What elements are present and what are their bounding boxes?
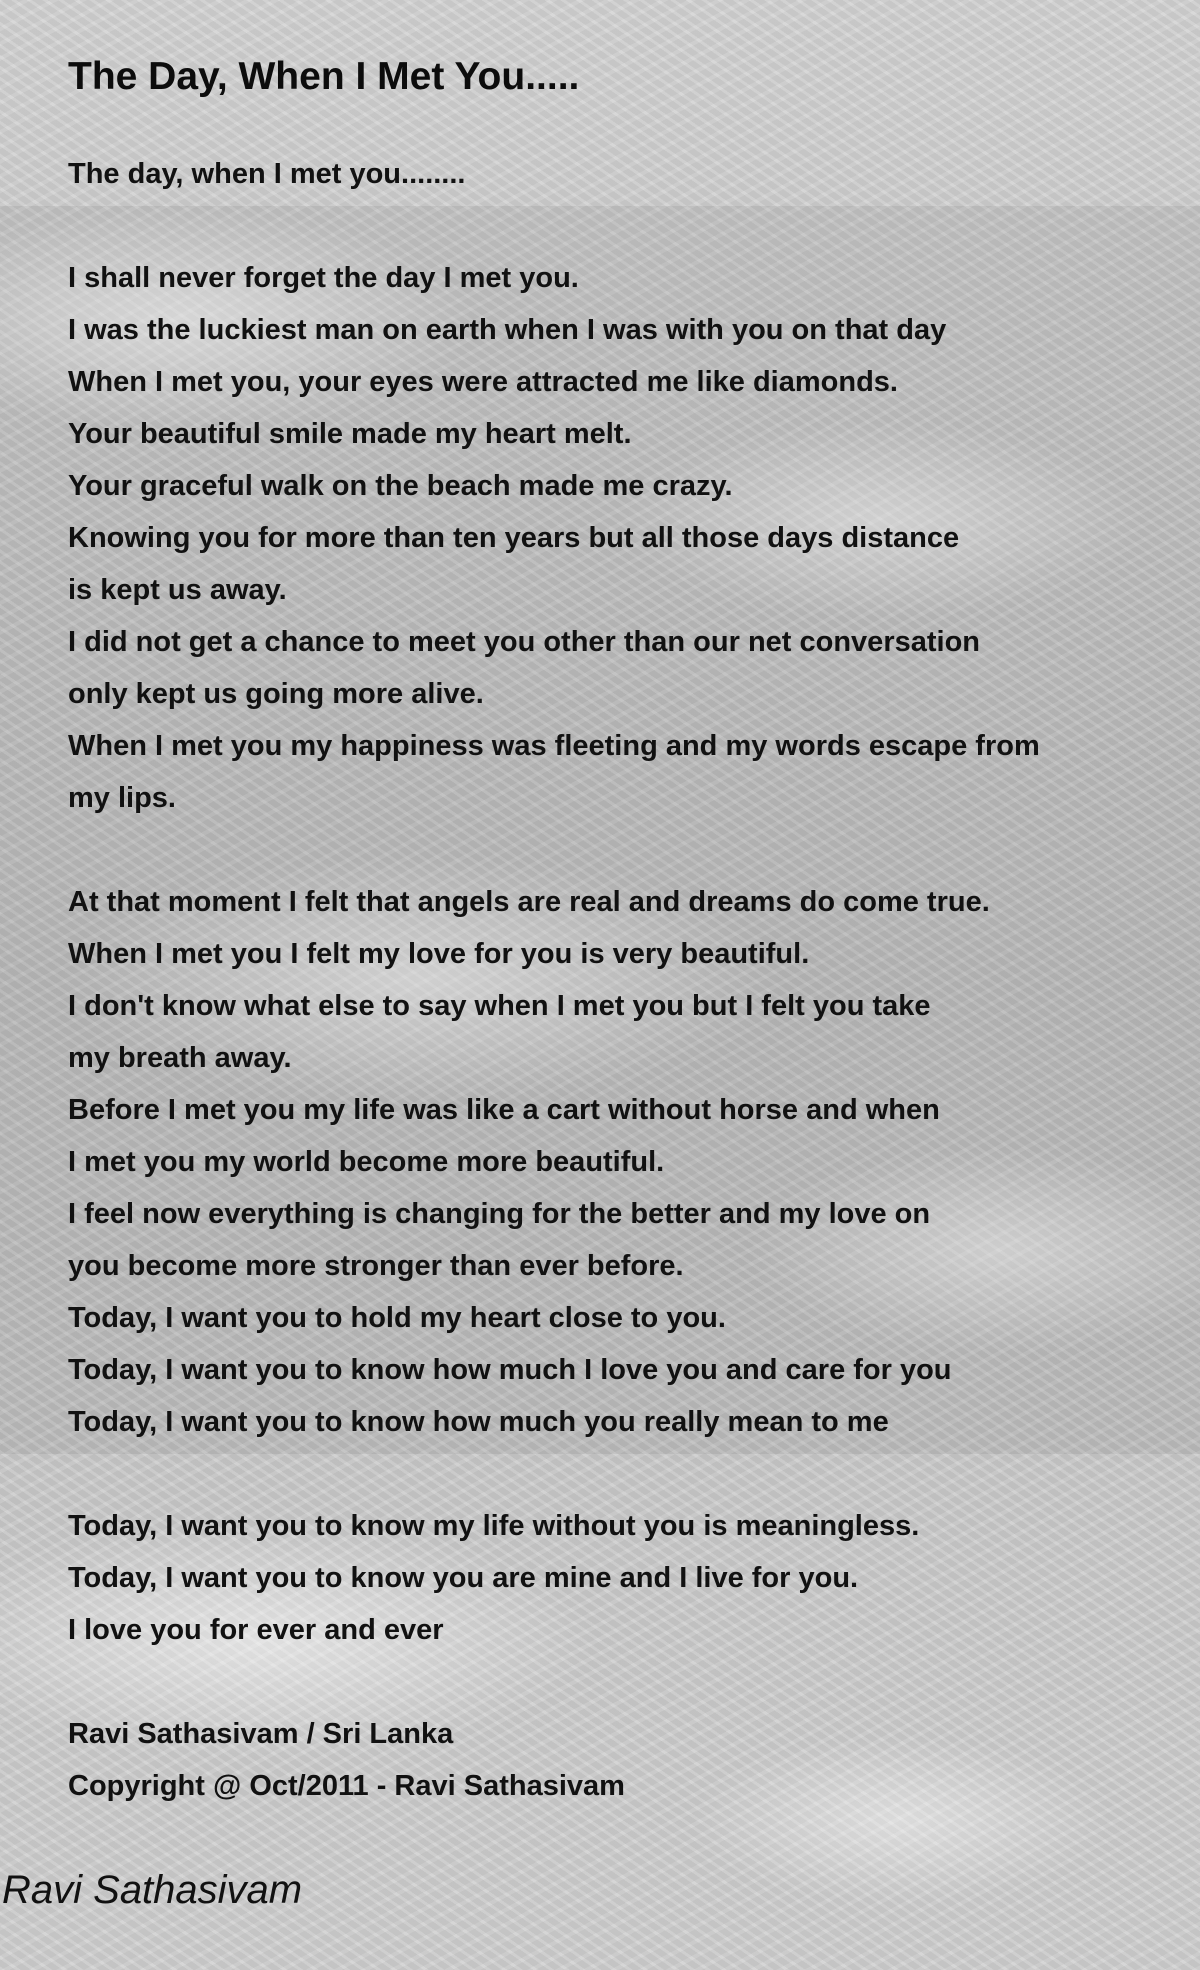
poem-line: I did not get a chance to meet you other than our net conversation [68,626,980,658]
poem-line: my lips. [68,782,176,814]
poem-line: When I met you I felt my love for you is very beautiful. [68,938,810,970]
poem-line: Before I met you my life was like a cart without horse and when [68,1094,940,1126]
poem-line: The day, when I met you........ [68,158,466,190]
poem-line: Today, I want you to know how much you really mean to me [68,1406,889,1438]
poem-line: Your beautiful smile made my heart melt. [68,418,632,450]
poem-line: only kept us going more alive. [68,678,484,710]
poem-line: I don't know what else to say when I met you but I felt you take [68,990,931,1022]
poem-line: At that moment I felt that angels are real and dreams do come true. [68,886,990,918]
poem-line: Knowing you for more than ten years but all those days distance [68,522,960,554]
poem-line: I love you for ever and ever [68,1614,444,1646]
poem-stanza [68,1500,1178,1656]
poem-line: is kept us away. [68,574,287,606]
poem-line: I shall never forget the day I met you. [68,262,579,294]
poem-line: I met you my world become more beautiful. [68,1146,665,1178]
poem-line: When I met you my happiness was fleeting and my words escape from [68,730,1040,762]
poem-stanza [68,252,1178,824]
poem-line: Today, I want you to know how much I love you and care for you [68,1354,952,1386]
poem-body [68,148,1178,1864]
author-signature: Ravi Sathasivam [2,1868,303,1912]
poem-line: Today, I want you to know you are mine and I live for you. [68,1562,859,1594]
poem-line: When I met you, your eyes were attracted me like diamonds. [68,366,898,398]
poem-stanza [68,876,1178,1448]
poem-line: I feel now everything is changing for the better and my love on [68,1198,931,1230]
poem-line: Today, I want you to know my life without you is meaningless. [68,1510,920,1542]
poem-stanza [68,1708,1178,1812]
poem-line: Ravi Sathasivam / Sri Lanka [68,1718,454,1750]
poem-line: I was the luckiest man on earth when I was with you on that day [68,314,947,346]
poem-stanza [68,148,1178,200]
poem-line: my breath away. [68,1042,292,1074]
poem-title: The Day, When I Met You..... [68,55,580,98]
poem-line: Copyright @ Oct/2011 - Ravi Sathasivam [68,1770,625,1802]
poem-line: Your graceful walk on the beach made me crazy. [68,470,733,502]
poem-line: Today, I want you to hold my heart close to you. [68,1302,726,1334]
poem-line: you become more stronger than ever before. [68,1250,684,1282]
